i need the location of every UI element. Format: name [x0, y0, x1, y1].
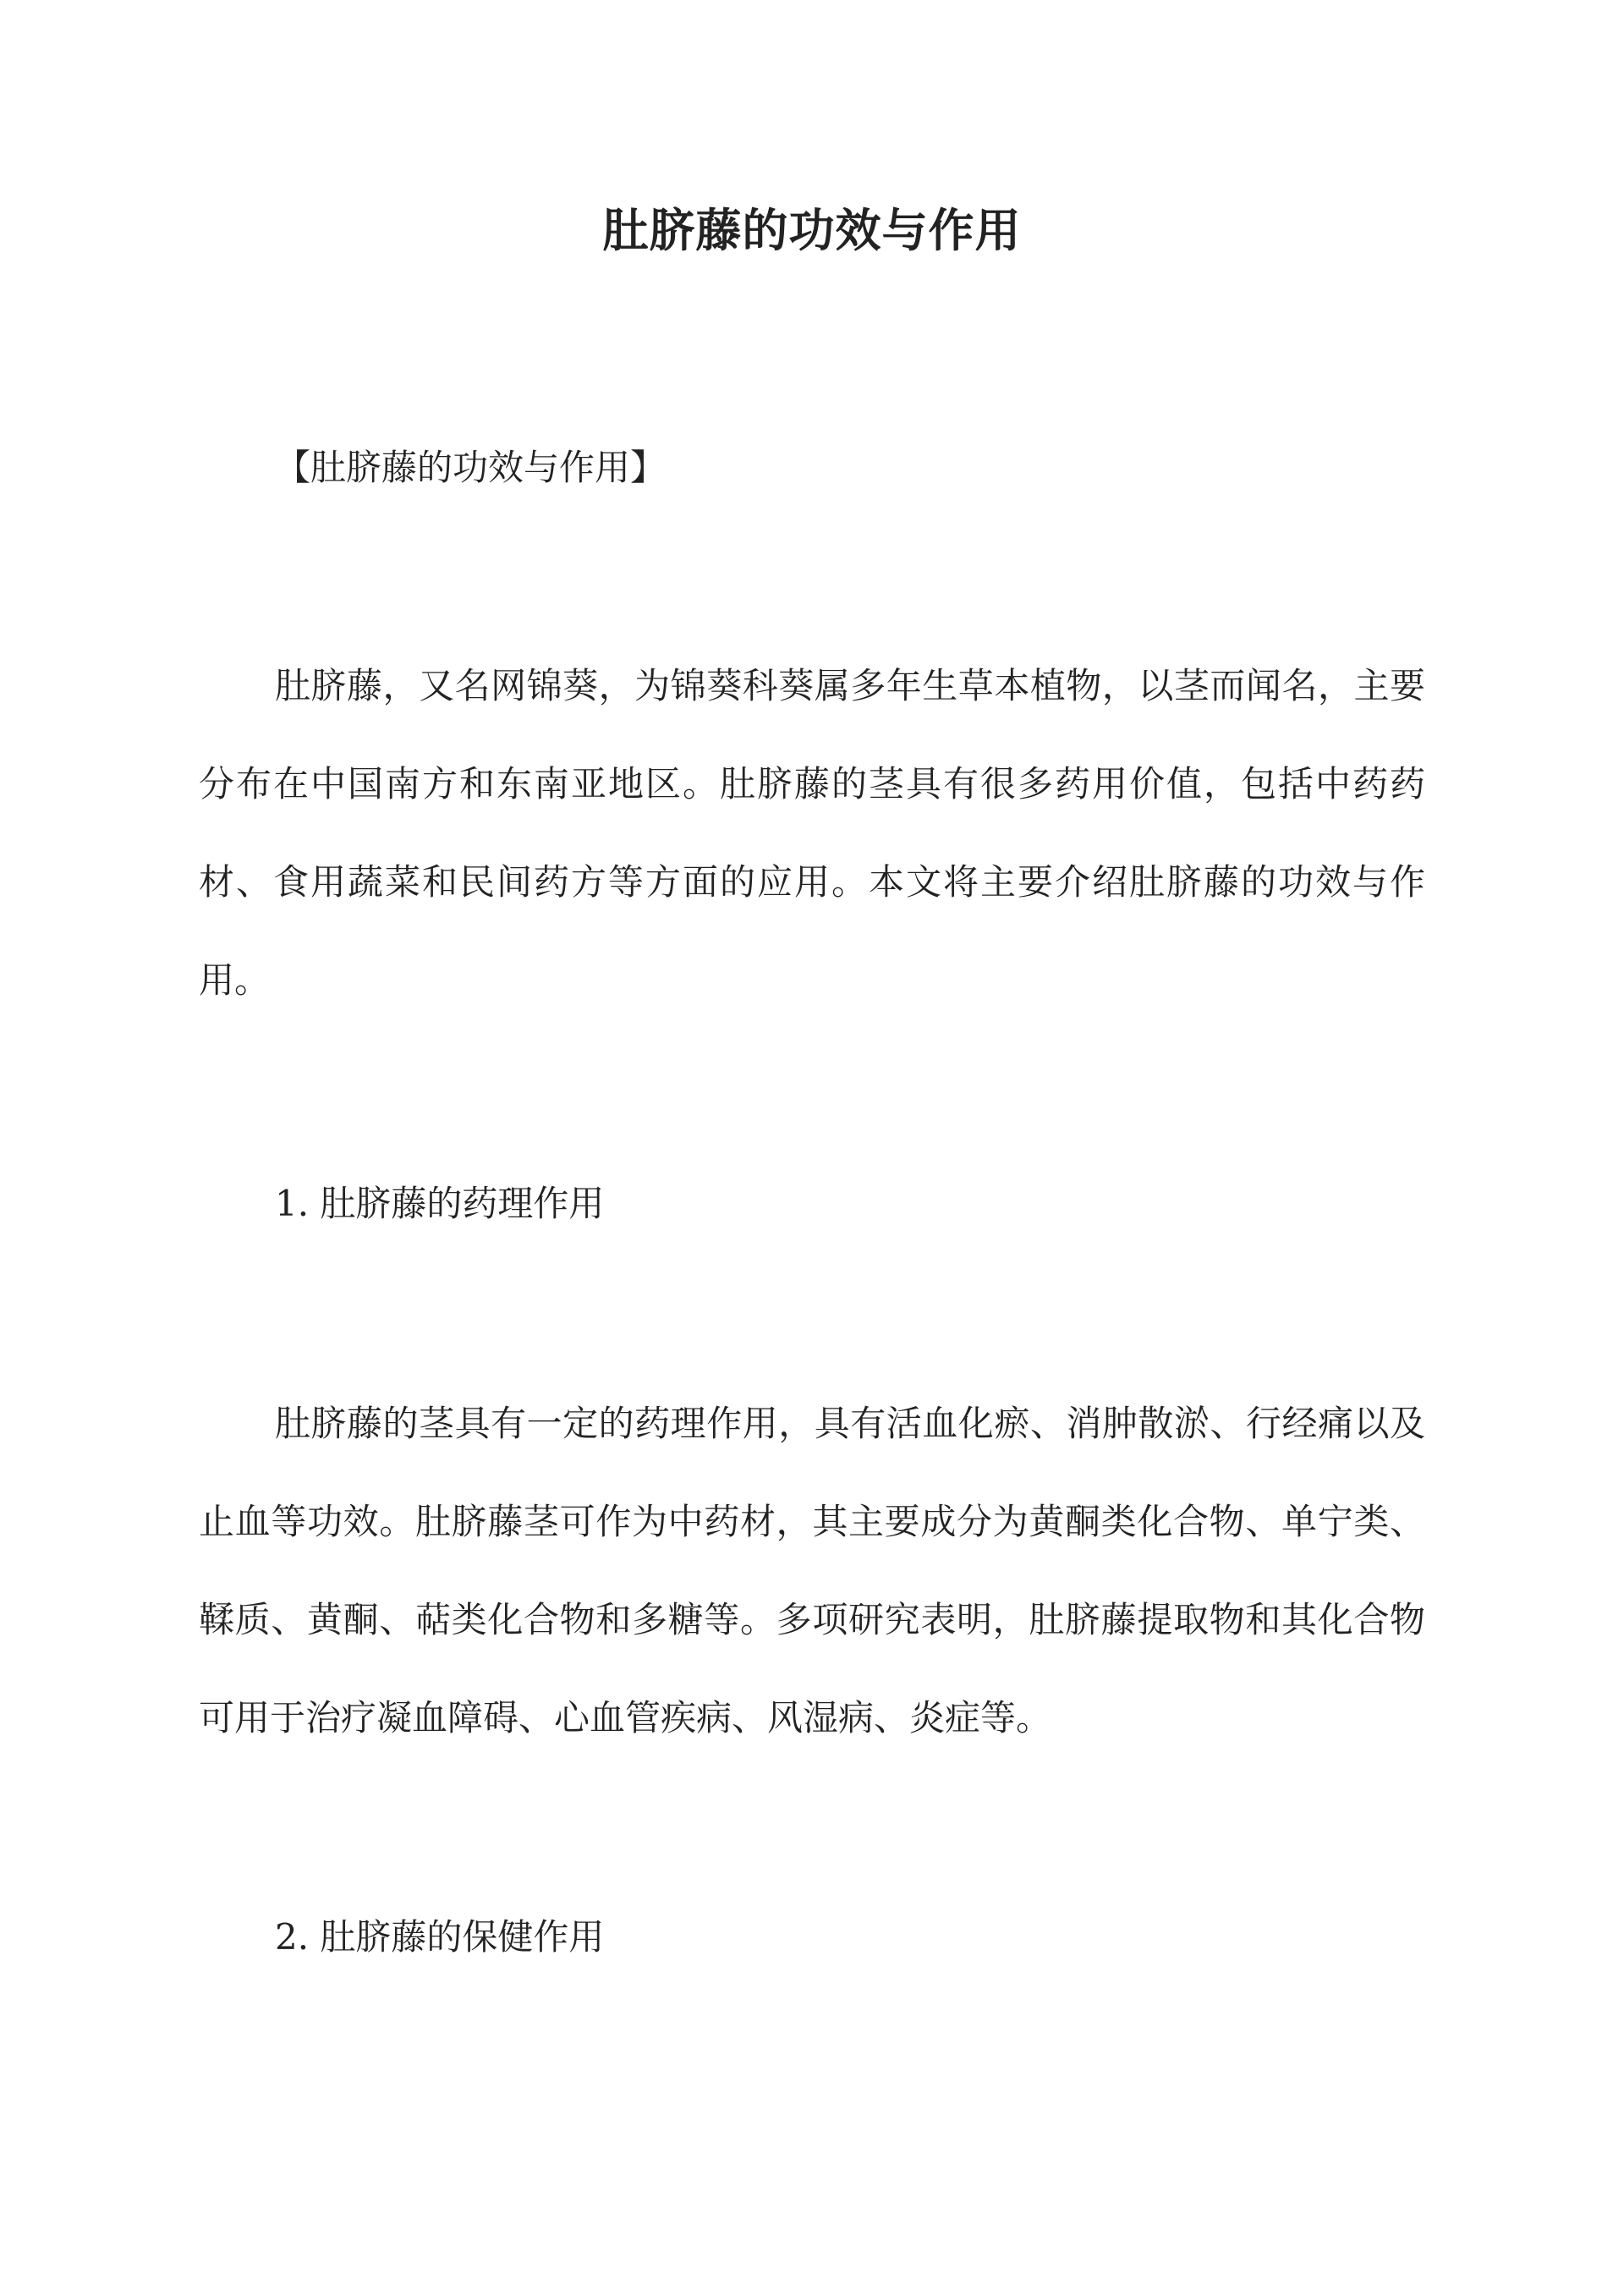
section-heading-health-care: 2. 肚脐藤的保健作用 — [275, 1916, 605, 1958]
document-title: 肚脐藤的功效与作用 — [602, 203, 1022, 257]
section-heading-pharmacology: 1. 肚脐藤的药理作用 — [275, 1183, 605, 1224]
bracket-heading: 【肚脐藤的功效与作用】 — [275, 447, 667, 488]
pharmacology-paragraph: 肚脐藤的茎具有一定的药理作用，具有活血化瘀、消肿散淤、行经痛以及止血等功效。肚脐藤茎可作为中药材，其主要成分为黄酮类化合物、单宁类、鞣质、黄酮、萜类化合物和多糖等。多项研究表明，肚脐藤提取物和其化合物可用于治疗凝血障碍、心血管疾病、风湿病、炎症等。 — [199, 1403, 1425, 1738]
intro-paragraph: 肚脐藤，又名网锦葵，为锦葵科葵属多年生草本植物，以茎而闻名，主要分布在中国南方和东南亚地区。肚脐藤的茎具有很多药用价值，包括中药药材、食用蔬菜和民间药方等方面的应用。本文将主要介绍肚脐藤的功效与作用。 — [199, 665, 1425, 1001]
